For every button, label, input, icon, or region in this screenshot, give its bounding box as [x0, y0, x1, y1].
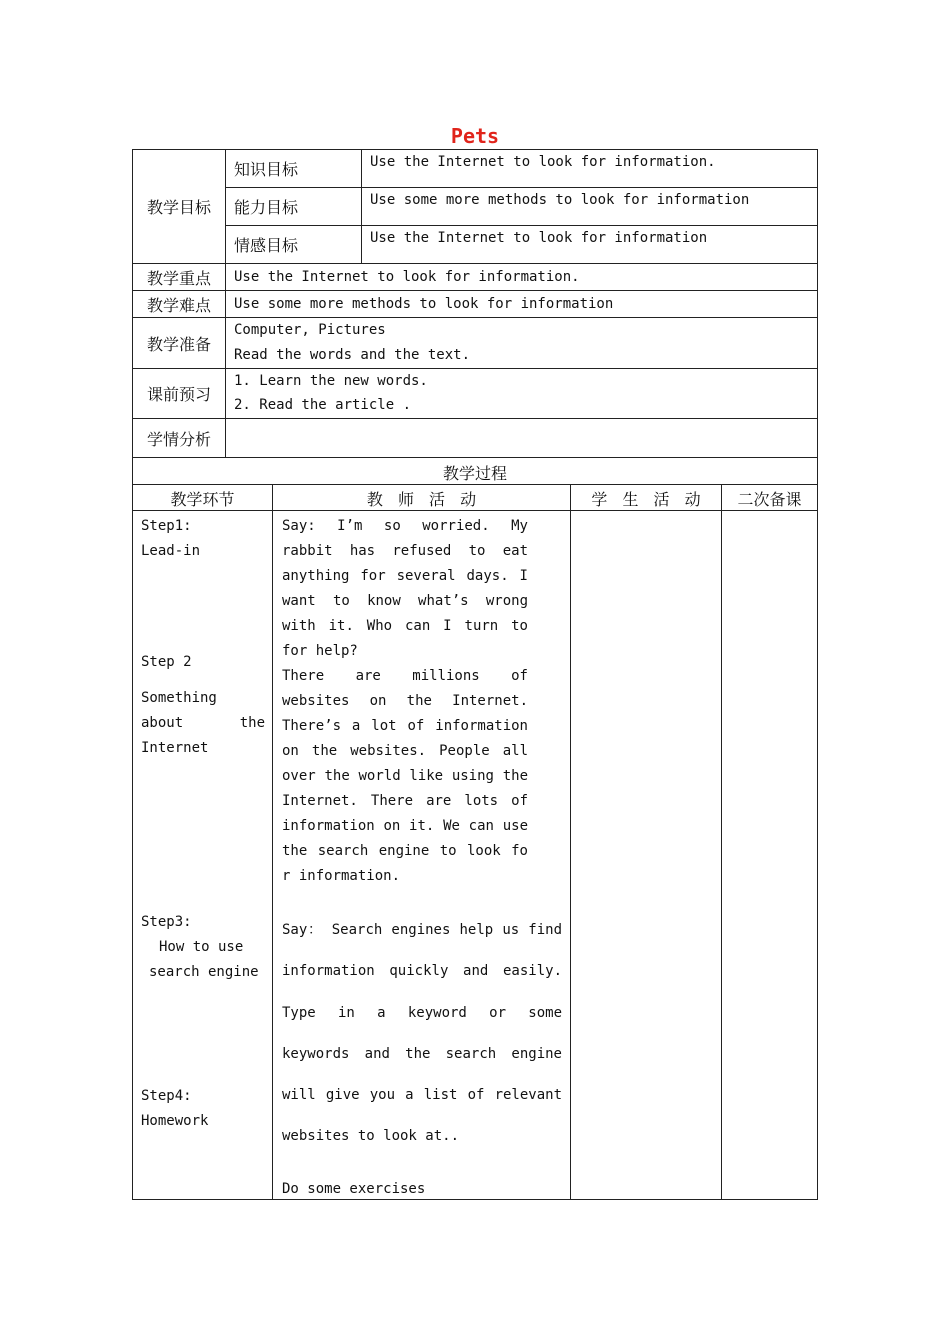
preview-label: 课前预习: [147, 385, 212, 404]
row-divider: [132, 368, 818, 369]
key-point-label: 教学重点: [147, 268, 212, 288]
objective-emotion-text: Use the Internet to look for information: [370, 230, 708, 246]
objective-emotion-label: 情感目标: [234, 236, 299, 255]
row-divider: [132, 290, 818, 291]
preview-line-2: 2. Read the article .: [234, 397, 412, 413]
step3-name-line2: search engine: [149, 964, 259, 980]
analysis-text: [226, 425, 817, 445]
row-divider: [132, 457, 818, 458]
col-divider: [272, 484, 273, 1200]
process-heading: 教学过程: [442, 464, 507, 483]
teacher-paragraph-2: There are millions of websites on the Internet. There’s a lot of information on the websites. People all over the world like using the Internet. There are lots of information on it. We can use the search engine to look fo r information.: [282, 668, 528, 884]
preparation-label: 教学准备: [147, 334, 212, 354]
step4-name: Homework: [141, 1113, 209, 1129]
table-border-bottom: [132, 1199, 818, 1200]
teacher-paragraph-4: Do some exercises: [282, 1181, 426, 1197]
objective-knowledge-text: Use the Internet to look for information.: [370, 154, 716, 170]
objective-ability-label: 能力目标: [234, 198, 299, 217]
step1-name: Lead-in: [141, 543, 201, 559]
objectives-label: 教学目标: [147, 198, 212, 217]
preview-line-1: 1. Learn the new words.: [234, 373, 428, 389]
difficulty-label: 教学难点: [147, 295, 212, 315]
row-divider: [132, 263, 818, 264]
step2-name: Something about the Internet: [141, 690, 265, 756]
column-header-stage: 教学环节: [170, 490, 235, 509]
row-divider: [132, 418, 818, 419]
column-header-revision: 二次备课: [737, 490, 802, 509]
step3-name-line1: How to use: [159, 939, 244, 955]
difficulty-text: Use some more methods to look for information: [234, 296, 614, 312]
row-divider: [132, 484, 818, 485]
table-border-right: [817, 149, 818, 1200]
page-title: Pets: [450, 124, 500, 148]
analysis-label: 学情分析: [147, 429, 212, 449]
key-point-text: Use the Internet to look for information.: [234, 269, 580, 285]
step3-title: Step3:: [141, 914, 192, 930]
teacher-paragraph-3: Say： Search engines help us find information quickly and easily. Type in a keyword or some keywords and the search engine will give you a list of relevant websites to look at..: [282, 922, 562, 1145]
step1-title: Step1:: [141, 518, 192, 534]
teacher-paragraph-1: Say: I’m so worried. My rabbit has refused to eat anything for several days. I want to know what’s wrong with it. Who can I turn to for help?: [282, 518, 528, 659]
column-header-student: 学 生 活 动: [591, 490, 701, 509]
revision-cell: [722, 511, 817, 1199]
step2-title: Step 2: [141, 654, 192, 670]
objective-ability-text: Use some more methods to look for information: [370, 192, 750, 208]
student-activity-cell: [571, 511, 721, 1199]
preparation-line-1: Computer, Pictures: [234, 322, 386, 338]
row-divider: [132, 317, 818, 318]
preparation-line-2: Read the words and the text.: [234, 347, 471, 363]
objective-knowledge-label: 知识目标: [234, 160, 299, 179]
column-header-teacher: 教 师 活 动: [366, 490, 477, 509]
step4-title: Step4:: [141, 1088, 192, 1104]
